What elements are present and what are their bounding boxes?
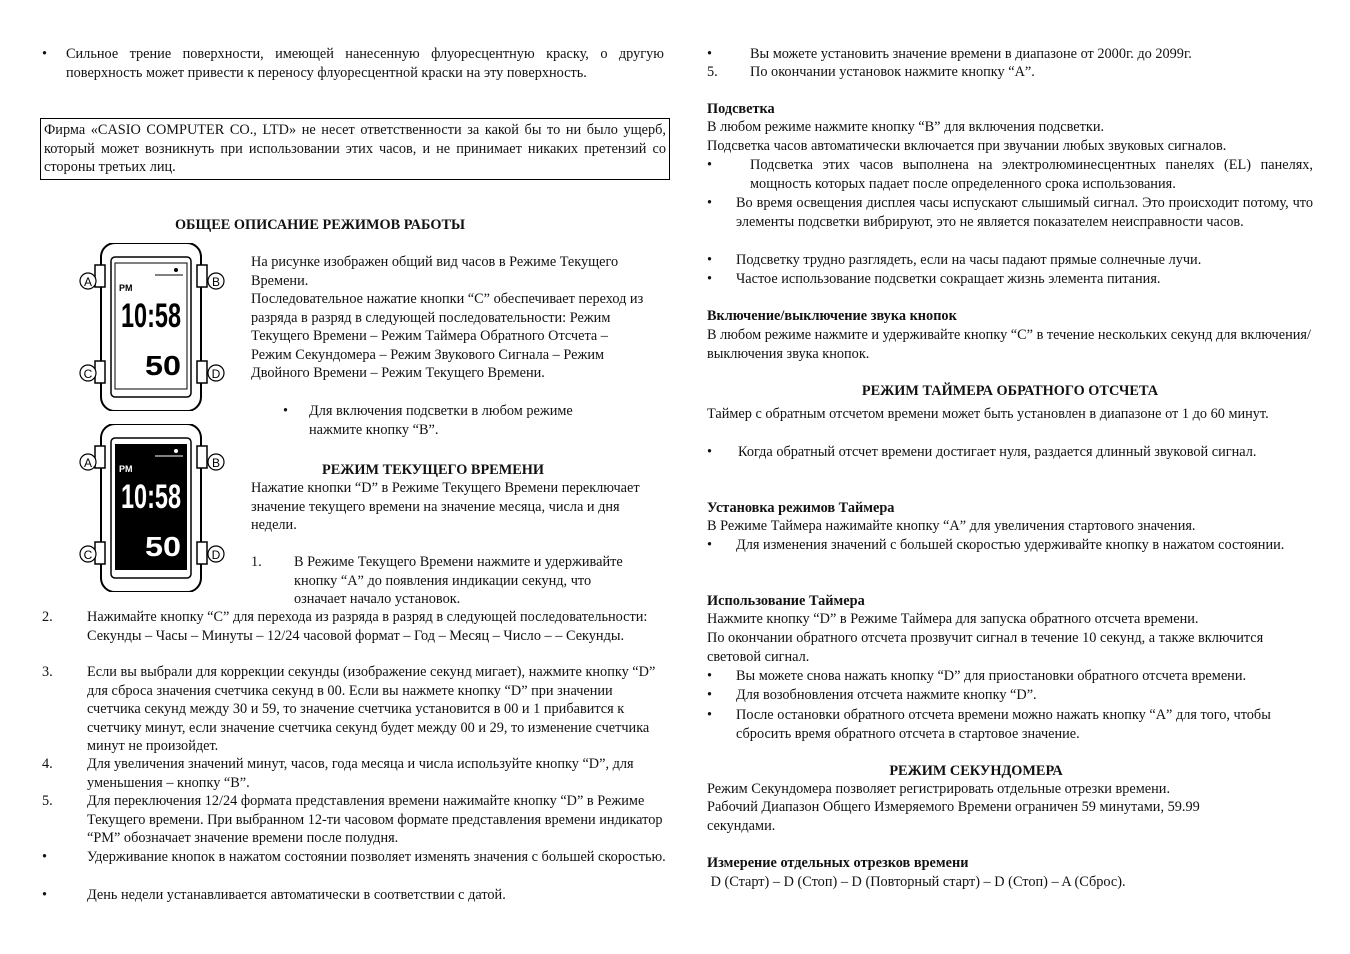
step-text: Если вы выбрали для коррекции секунды (изображение секунд мигает), нажмите кнопку “D” для сброса значения счетчика секунд в 00. Если вы нажмете кнопку “D” при значении счетчика секунд между 30 и 59, то значение счетчика установится в 00 и 1 прибавится к счетчику минут, если значение счетчика секунд будет между 00 и 29, то изменение счетчика минут не произойдет. xyxy=(87,664,656,754)
button-c-label: C xyxy=(83,367,93,381)
bullet-text: Для изменения значений с большей скоростью удерживайте кнопку в нажатом состоянии. xyxy=(736,537,1285,553)
stopwatch-text-2: Рабочий Диапазон Общего Измеряемого Времени ограничен 59 минутами, 59.99 секундами. xyxy=(707,799,1200,834)
watch-illustration-backlit xyxy=(75,424,230,592)
step-text: Для переключения 12/24 формата представления времени нажимайте кнопку “D” в Режиме Текущего времени. При выбранном 12-ти часовом формате представления времени индикатор “PM” обозначает значение времени после полудня. xyxy=(87,793,663,846)
button-c-label: C xyxy=(83,548,93,562)
bullet-text: День недели устанавливается автоматически в соответствии с датой. xyxy=(87,887,506,903)
bullet-text: Во время освещения дисплея часы испускают слышимый сигнал. Это происходит потому, что элементы подсветки вибрируют, это не является показателем неисправности часов. xyxy=(736,195,1313,230)
button-a-label: A xyxy=(83,456,93,470)
bullet-mark: • xyxy=(707,271,713,287)
bullet-mark: • xyxy=(42,887,48,903)
disclaimer-box: Фирма «CASIO COMPUTER CO., LTD» не несет ответственности за какой бы то ни было ущерб, который может возникнуть при использовании этих часов, и не принимает никаких претензий со стороны третьих лиц. xyxy=(40,118,670,180)
bullet-mark: • xyxy=(42,849,48,865)
heading-timer-setup: Установка режимов Таймера xyxy=(707,500,895,516)
bullet-mark: • xyxy=(707,707,713,723)
modes-intro: На рисунке изображен общий вид часов в Режиме Текущего Времени. Последовательное нажатие кнопки “C” обеспечивает переход из разряда в разряд в следующей последовательности: Режим Текущего Времени – Режим Таймера Обратного Отсчета – Режим Секундомера – Режим Звукового Сигнала – Режим Двойного Времени – Режим Текущего Времени. xyxy=(251,254,644,381)
timer-text: Таймер с обратным отсчетом времени может быть установлен в диапазоне от 1 до 60 минут. xyxy=(707,406,1269,422)
step-text: В Режиме Текущего Времени нажмите и удерживайте кнопку “A” до появления индикации секунд, что означает начало установок. xyxy=(294,554,623,607)
step-number: 3. xyxy=(42,664,53,680)
button-d-label: D xyxy=(211,367,221,381)
heading-modes: ОБЩЕЕ ОПИСАНИЕ РЕЖИМОВ РАБОТЫ xyxy=(174,217,466,233)
bullet-mark: • xyxy=(707,195,713,211)
current-time-text: Нажатие кнопки “D” в Режиме Текущего Времени переключает значение текущего времени на значение месяца, числа и дня недели. xyxy=(251,480,640,533)
bullet-mark: • xyxy=(42,46,48,62)
bullet-text: Вы можете снова нажать кнопку “D” для приостановки обратного отсчета времени. xyxy=(736,668,1247,684)
time-display: 10:58 xyxy=(121,297,181,335)
bullet-mark: • xyxy=(707,668,713,684)
bullet-text: Для возобновления отсчета нажмите кнопку “D”. xyxy=(736,687,1037,703)
heading-stopwatch: РЕЖИМ СЕКУНДОМЕРА xyxy=(889,763,1063,779)
seconds-display: 50 xyxy=(145,531,181,562)
button-b-label: B xyxy=(211,275,221,289)
watch-illustration-normal xyxy=(75,243,230,411)
step-text: Нажимайте кнопку “C” для перехода из разряда в разряд в следующей последовательности: Секунды – Часы – Минуты – 12/24 часовой формат – Год – Месяц – Число – – Секунды. xyxy=(87,609,648,644)
backlight-text-1: В любом режиме нажмите кнопку “B” для включения подсветки. xyxy=(707,119,1105,135)
bullet-mark: • xyxy=(707,444,713,460)
step-number: 4. xyxy=(42,756,53,772)
heading-backlight: Подсветка xyxy=(707,101,775,117)
button-a-label: A xyxy=(83,275,93,289)
bullet-text: Когда обратный отсчет времени достигает нуля, раздается длинный звуковой сигнал. xyxy=(738,444,1257,460)
split-time-sequence: D (Старт) – D (Стоп) – D (Повторный старт) – D (Стоп) – A (Сброс). xyxy=(707,874,1126,890)
pm-indicator: PM xyxy=(119,283,133,293)
backlight-text-2: Подсветка часов автоматически включается при звучании любых звуковых сигналов. xyxy=(707,138,1227,154)
timer-setup-text: В Режиме Таймера нажимайте кнопку “A” для увеличения стартового значения. xyxy=(707,518,1196,534)
bullet-mark: • xyxy=(283,403,289,419)
bullet-mark: • xyxy=(707,252,713,268)
heading-timer-use: Использование Таймера xyxy=(707,593,865,609)
bullet-mark: • xyxy=(707,46,713,62)
stopwatch-text-1: Режим Секундомера позволяет регистрировать отдельные отрезки времени. xyxy=(707,781,1171,797)
bullet-text: Сильное трение поверхности, имеющей нанесенную флуоресцентную краску, о другую поверхность может привести к переносу флуоресцентной краски на эту поверхность. xyxy=(66,46,664,81)
bullet-text: После остановки обратного отсчета времени можно нажать кнопку “A” для того, чтобы сбросить время обратного отсчета в стартовое значение. xyxy=(736,707,1271,742)
step-text: Для увеличения значений минут, часов, года месяца и числа используйте кнопку “D”, для уменьшения – кнопку “B”. xyxy=(87,756,634,791)
timer-use-text-2: По окончании обратного отсчета прозвучит сигнал в течение 10 секунд, а также включится световой сигнал. xyxy=(707,630,1264,665)
step-text: По окончании установок нажмите кнопку “A”. xyxy=(750,64,1035,80)
button-d-label: D xyxy=(211,548,221,562)
button-b-label: B xyxy=(211,456,221,470)
timer-use-text-1: Нажмите кнопку “D” в Режиме Таймера для запуска обратного отсчета времени. xyxy=(707,611,1199,627)
seconds-display: 50 xyxy=(145,350,181,381)
pm-indicator: PM xyxy=(119,464,133,474)
bullet-text: Удерживание кнопок в нажатом состоянии позволяет изменять значения с большей скоростью. xyxy=(87,849,666,865)
heading-button-sound: Включение/выключение звука кнопок xyxy=(707,308,957,324)
bullet-text: Вы можете установить значение времени в диапазоне от 2000г. до 2099г. xyxy=(750,46,1192,62)
button-sound-text: В любом режиме нажмите и удерживайте кнопку “C” в течение нескольких секунд для включения/выключения звука кнопок. xyxy=(707,327,1311,362)
step-number: 1. xyxy=(251,554,262,570)
step-number: 2. xyxy=(42,609,53,625)
bullet-text: Для включения подсветки в любом режиме нажмите кнопку “B”. xyxy=(309,403,573,438)
time-display: 10:58 xyxy=(121,478,181,516)
step-number: 5. xyxy=(42,793,53,809)
bullet-text: Подсветка этих часов выполнена на электролюминесцентных панелях (EL) панелях, мощность которых падает после определенного срока использования. xyxy=(750,157,1313,192)
step-number: 5. xyxy=(707,64,718,80)
heading-split-time: Измерение отдельных отрезков времени xyxy=(707,855,969,871)
bullet-text: Частое использование подсветки сокращает жизнь элемента питания. xyxy=(736,271,1161,287)
bullet-mark: • xyxy=(707,537,713,553)
bullet-text: Подсветку трудно разглядеть, если на часы падают прямые солнечные лучи. xyxy=(736,252,1202,268)
bullet-mark: • xyxy=(707,157,713,173)
heading-current-time: РЕЖИМ ТЕКУЩЕГО ВРЕМЕНИ xyxy=(322,462,544,478)
heading-timer: РЕЖИМ ТАЙМЕРА ОБРАТНОГО ОТСЧЕТА xyxy=(861,383,1159,399)
bullet-mark: • xyxy=(707,687,713,703)
